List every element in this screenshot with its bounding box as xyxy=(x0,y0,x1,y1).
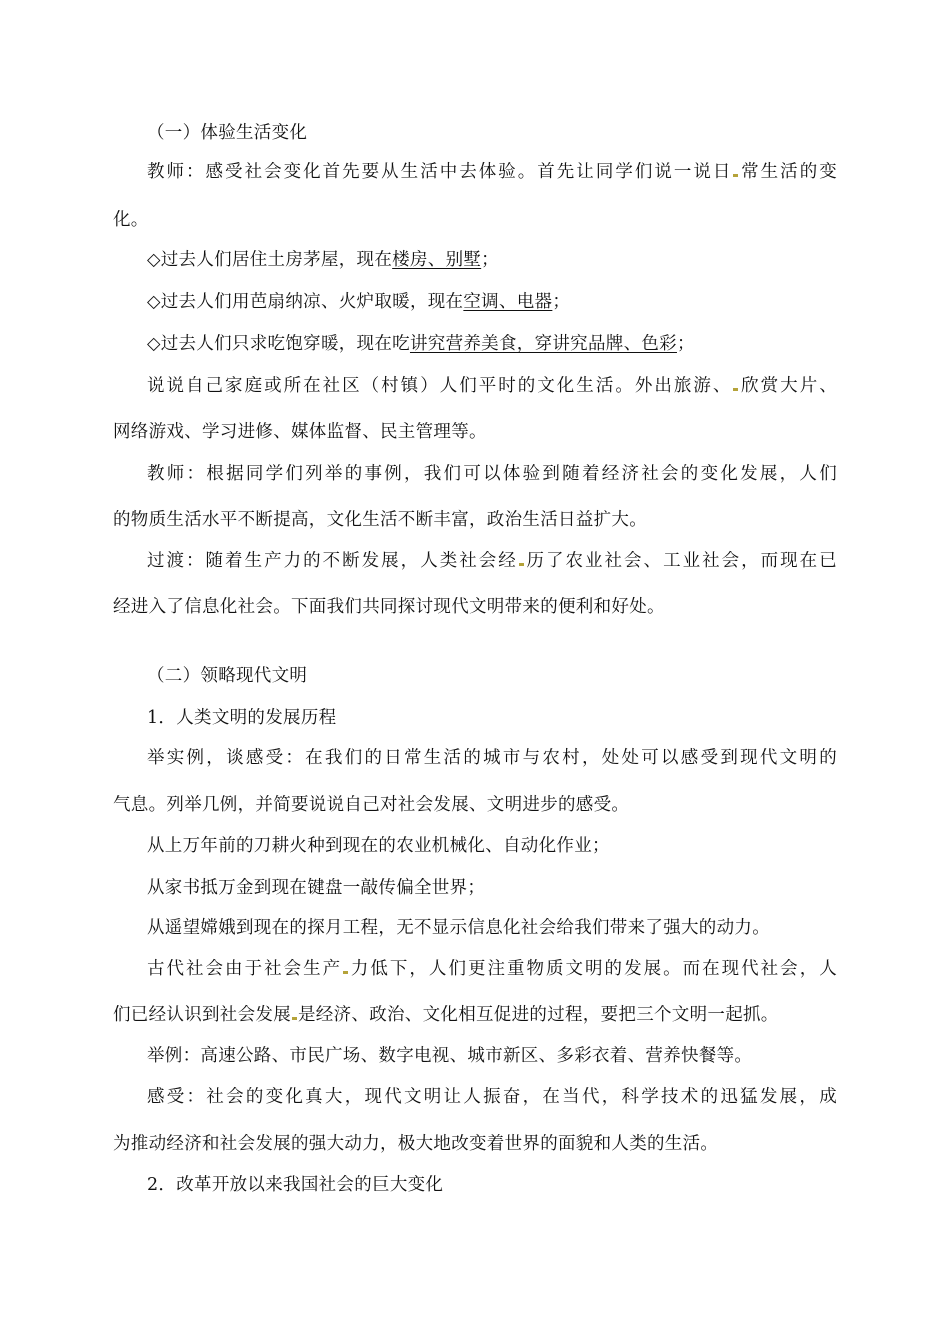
transition-text-a1: 过渡：随着生产力的不断发展，人类社会经 xyxy=(147,551,518,571)
highlight-marker xyxy=(292,1017,297,1020)
highlight-marker xyxy=(343,971,348,974)
culture-text-a: 说说自己家庭或所在社区（村镇）人们平时的文化生活。外出旅游、 xyxy=(147,376,733,396)
item2-underlined: 空调、电器 xyxy=(463,292,553,312)
transition-text-a2: 历了农业社会、工业社会，而现在已 xyxy=(524,551,837,571)
teacher1-text-a: 教师：感受社会变化首先要从生活中去体验。首先让同学们说一说日 xyxy=(147,162,733,182)
item2-suffix: ； xyxy=(552,292,571,312)
section1-heading: （一）体验生活变化 xyxy=(147,123,308,143)
transition-line1 xyxy=(147,549,837,573)
culture-line1 xyxy=(147,374,837,398)
subheading-2: 2．改革开放以来我国社会的巨大变化 xyxy=(147,1175,444,1195)
culture-line2: 网络游戏、学习进修、媒体监督、民主管理等。 xyxy=(113,422,487,442)
teacher1-line2: 化。 xyxy=(113,210,149,230)
item3-prefix: ◇过去人们只求吃饱穿暖，现在吃 xyxy=(147,334,410,354)
item1-underlined: 楼房、别墅 xyxy=(392,250,482,270)
ancient-text-b2: 是经济、政治、文化相互促进的过程，要把三个文明一起抓。 xyxy=(298,1005,779,1025)
feeling-line2: 为推动经济和社会发展的强大动力，极大地改变着世界的面貌和人类的生活。 xyxy=(113,1134,719,1154)
subheading-1: 1．人类文明的发展历程 xyxy=(147,708,337,728)
ancient-text-b1: 们已经认识到社会发展 xyxy=(113,1005,291,1025)
examples-line: 举例：高速公路、市民广场、数字电视、城市新区、多彩衣着、营养快餐等。 xyxy=(147,1046,753,1066)
transition-line2: 经进入了信息化社会。下面我们共同探讨现代文明带来的便利和好处。 xyxy=(113,597,665,617)
teacher2-line2: 的物质生活水平不断提高，文化生活不断丰富，政治生活日益扩大。 xyxy=(113,510,647,530)
item3 xyxy=(147,332,695,356)
item1 xyxy=(147,248,499,272)
ancient-line1 xyxy=(147,957,837,981)
teacher1-text-b: 常生活的变 xyxy=(739,162,838,182)
teacher1-line1 xyxy=(147,160,837,184)
ancient-text-a1: 古代社会由于社会生产 xyxy=(147,959,343,979)
from-line1: 从上万年前的刀耕火种到现在的农业机械化、自动化作业； xyxy=(147,836,610,856)
item2-prefix: ◇过去人们用芭扇纳凉、火炉取暖，现在 xyxy=(147,292,464,312)
item1-prefix: ◇过去人们居住土房茅屋，现在 xyxy=(147,250,393,270)
culture-text-b: 欣赏大片、 xyxy=(739,376,838,396)
teacher2-line1: 教师：根据同学们列举的事例，我们可以体验到随着经济社会的变化发展，人们 xyxy=(147,464,837,484)
from-line2: 从家书抵万金到现在键盘一敲传偏全世界； xyxy=(147,878,486,898)
ancient-text-a2: 力低下，人们更注重物质文明的发展。而在现代社会，人 xyxy=(349,959,838,979)
highlight-marker xyxy=(519,563,524,566)
from-line3: 从遥望嫦娥到现在的探月工程，无不显示信息化社会给我们带来了强大的动力。 xyxy=(147,918,770,938)
ancient-line2 xyxy=(113,1003,779,1027)
item1-suffix: ； xyxy=(481,250,499,270)
feeling-line1: 感受：社会的变化真大，现代文明让人振奋，在当代，科学技术的迅猛发展，成 xyxy=(147,1087,837,1107)
item3-suffix: ； xyxy=(676,334,695,354)
example-line2: 气息。列举几例，并简要说说自己对社会发展、文明进步的感受。 xyxy=(113,795,630,815)
highlight-marker xyxy=(733,174,738,177)
example-line1: 举实例，谈感受：在我们的日常生活的城市与农村，处处可以感受到现代文明的 xyxy=(147,748,837,768)
item3-underlined: 讲究营养美食，穿讲究品牌、色彩 xyxy=(409,334,677,354)
section2-heading: （二）领略现代文明 xyxy=(147,666,308,686)
item2 xyxy=(147,290,570,314)
highlight-marker xyxy=(733,388,738,391)
